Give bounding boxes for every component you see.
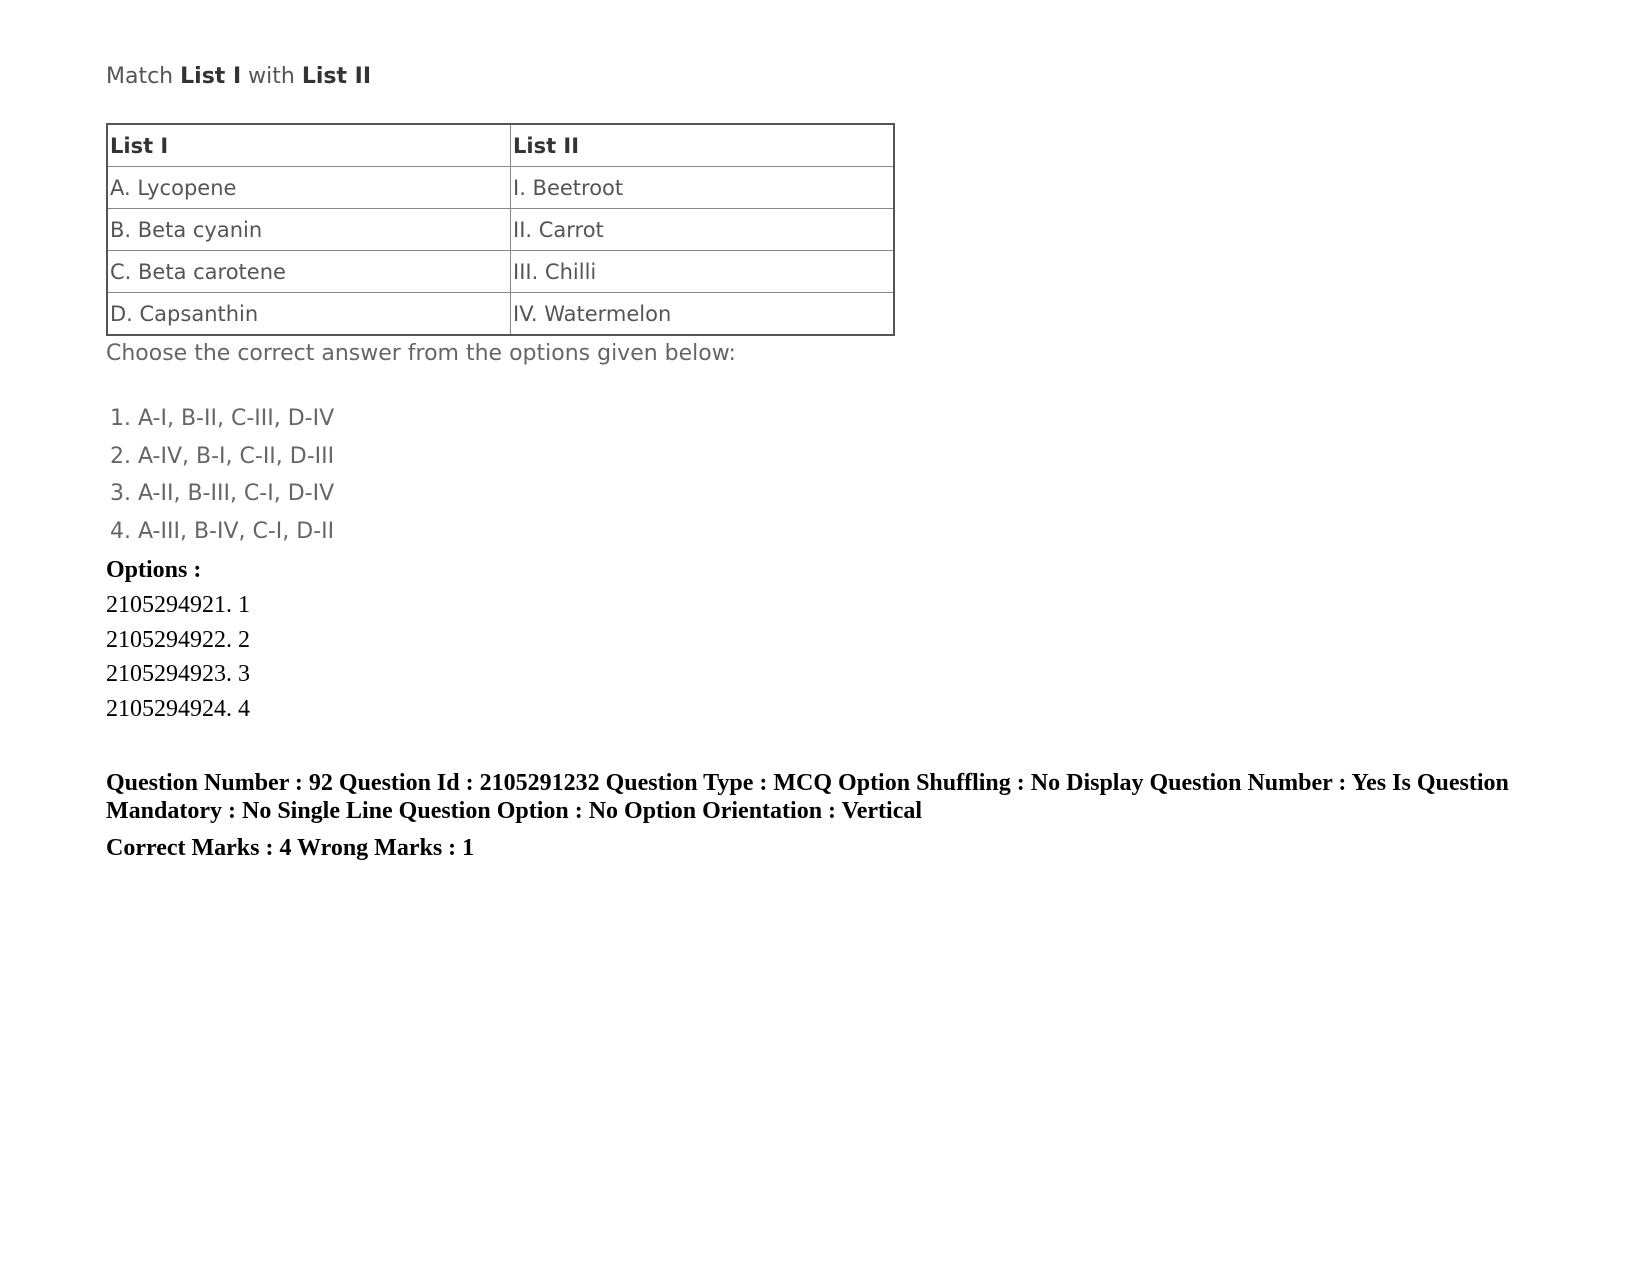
question-title [106, 62, 371, 92]
table-cell: A. Lycopene [107, 167, 511, 209]
title-prefix: Match [106, 64, 174, 89]
list-item: 4. A-III, B-IV, C-I, D-II [110, 518, 335, 544]
table-cell: B. Beta cyanin [107, 209, 511, 251]
option-item: 2105294922. 2 [106, 626, 250, 653]
table-cell: IV. Watermelon [511, 293, 895, 336]
title-mid: with [248, 64, 295, 89]
instruction-text: Choose the correct answer from the options given below: [106, 341, 736, 366]
list-item: 1. A-I, B-II, C-III, D-IV [110, 406, 335, 431]
table-cell: III. Chilli [511, 251, 895, 293]
table-cell: II. Carrot [511, 209, 895, 251]
question-meta: Question Number : 92 Question Id : 2105291232 Question Type : MCQ Option Shuffling : No Display Question Number : Yes Is Question Mandatory : No Single Line Question Option : No Option Orientation : Vertical [106, 770, 1509, 824]
table-header-list1: List I [107, 124, 511, 167]
list-item: 2. A-IV, B-I, C-II, D-III [110, 443, 335, 469]
table-row [107, 209, 894, 251]
table-cell: I. Beetroot [511, 167, 895, 209]
table-row [107, 293, 894, 336]
match-table [106, 123, 895, 336]
title-list1: List I [180, 64, 242, 89]
options-label: Options : [106, 557, 202, 583]
option-id-list [106, 588, 250, 726]
marks-info: Correct Marks : 4 Wrong Marks : 1 [106, 835, 475, 861]
option-item: 2105294924. 4 [106, 695, 250, 722]
table-header-list2: List II [511, 124, 895, 167]
table-cell: D. Capsanthin [107, 293, 511, 336]
table-cell: C. Beta carotene [107, 251, 511, 293]
choice-list [110, 402, 334, 552]
table-header-row [107, 124, 894, 167]
option-item: 2105294921. 1 [106, 592, 250, 618]
option-item: 2105294923. 3 [106, 661, 250, 687]
table-row [107, 251, 894, 293]
list-item: 3. A-II, B-III, C-I, D-IV [110, 481, 335, 506]
table-row [107, 167, 894, 209]
title-list2: List II [301, 64, 372, 89]
